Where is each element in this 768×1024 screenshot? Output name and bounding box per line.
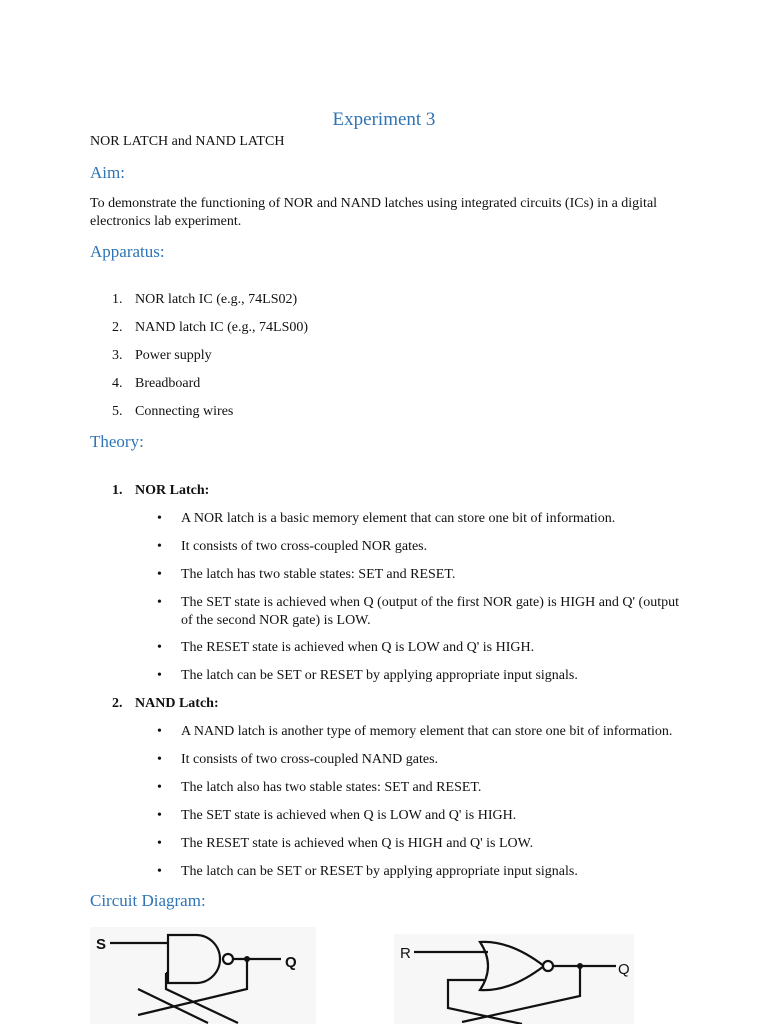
list-item (157, 807, 687, 825)
section-number: 2. (112, 696, 123, 711)
list-text: Power supply (135, 348, 212, 363)
list-item (157, 863, 687, 881)
list-item (157, 510, 687, 528)
list-text: Breadboard (135, 376, 201, 391)
circuit-diagram-heading: Circuit Diagram: (90, 891, 206, 910)
bullet-text: The latch can be SET or RESET by applying appropriate input signals. (181, 864, 578, 879)
subtitle: NOR LATCH and NAND LATCH (90, 134, 285, 149)
bullet-icon: • (157, 595, 162, 610)
bullet-icon: • (157, 864, 162, 879)
nand-latch-diagram (88, 925, 318, 1024)
list-item (157, 538, 687, 556)
aim-heading: Aim: (90, 163, 125, 182)
nor-input-label: R (400, 945, 411, 962)
bullet-text: It consists of two cross-coupled NOR gates. (181, 539, 428, 554)
apparatus-heading: Apparatus: (90, 242, 165, 261)
list-text: NOR latch IC (e.g., 74LS02) (135, 292, 298, 307)
list-item (157, 566, 687, 584)
list-item (157, 751, 687, 769)
list-item (157, 639, 687, 657)
list-item (112, 291, 297, 309)
page-title: Experiment 3 (332, 109, 436, 130)
section-title: NOR Latch: (135, 483, 210, 498)
nor-latch-diagram (392, 932, 636, 1024)
list-text: NAND latch IC (e.g., 74LS00) (135, 320, 309, 335)
bullet-icon: • (157, 567, 162, 582)
list-item (157, 594, 687, 630)
bullet-text: The RESET state is achieved when Q is LOW and Q' is HIGH. (181, 640, 535, 655)
bullet-text: The SET state is achieved when Q is LOW and Q' is HIGH. (181, 808, 517, 823)
bullet-text: A NOR latch is a basic memory element that can store one bit of information. (181, 511, 616, 526)
list-item (112, 375, 200, 393)
bullet-icon: • (157, 836, 162, 851)
bullet-text: The latch has two stable states: SET and RESET. (181, 567, 456, 582)
bullet-icon: • (157, 668, 162, 683)
list-item (157, 835, 687, 853)
nand-input-label: S (96, 936, 107, 953)
bullet-icon: • (157, 640, 162, 655)
nor-output-label: Q (618, 961, 630, 978)
bullet-icon: • (157, 724, 162, 739)
list-item (112, 347, 212, 365)
bullet-text: The latch also has two stable states: SET and RESET. (181, 780, 482, 795)
list-number: 5. (112, 404, 123, 419)
list-item (157, 779, 687, 797)
nand-output-label: Q (285, 954, 297, 971)
aim-text: To demonstrate the functioning of NOR and NAND latches using integrated circuits (ICs) in a digital electronics lab experiment. (90, 196, 658, 229)
list-item (157, 723, 687, 741)
bullet-text: The SET state is achieved when Q (output of the first NOR gate) is HIGH and Q' (output of the second NOR gate) is LOW. (181, 595, 679, 628)
list-number: 4. (112, 376, 123, 391)
bullet-icon: • (157, 511, 162, 526)
bullet-icon: • (157, 539, 162, 554)
nor-latch-heading (112, 482, 209, 500)
section-title: NAND Latch: (135, 696, 219, 711)
list-number: 2. (112, 320, 123, 335)
bullet-icon: • (157, 752, 162, 767)
bullet-text: The RESET state is achieved when Q is HIGH and Q' is LOW. (181, 836, 534, 851)
bullet-text: The latch can be SET or RESET by applying appropriate input signals. (181, 668, 578, 683)
list-item (112, 319, 308, 337)
list-number: 3. (112, 348, 123, 363)
section-number: 1. (112, 483, 123, 498)
bullet-icon: • (157, 808, 162, 823)
list-item (157, 667, 687, 685)
bullet-text: A NAND latch is another type of memory element that can store one bit of information. (181, 724, 673, 739)
list-text: Connecting wires (135, 404, 234, 419)
bullet-icon: • (157, 780, 162, 795)
nand-latch-heading (112, 695, 219, 713)
list-number: 1. (112, 292, 123, 307)
bullet-text: It consists of two cross-coupled NAND gates. (181, 752, 439, 767)
theory-heading: Theory: (90, 432, 144, 451)
list-item (112, 403, 233, 421)
